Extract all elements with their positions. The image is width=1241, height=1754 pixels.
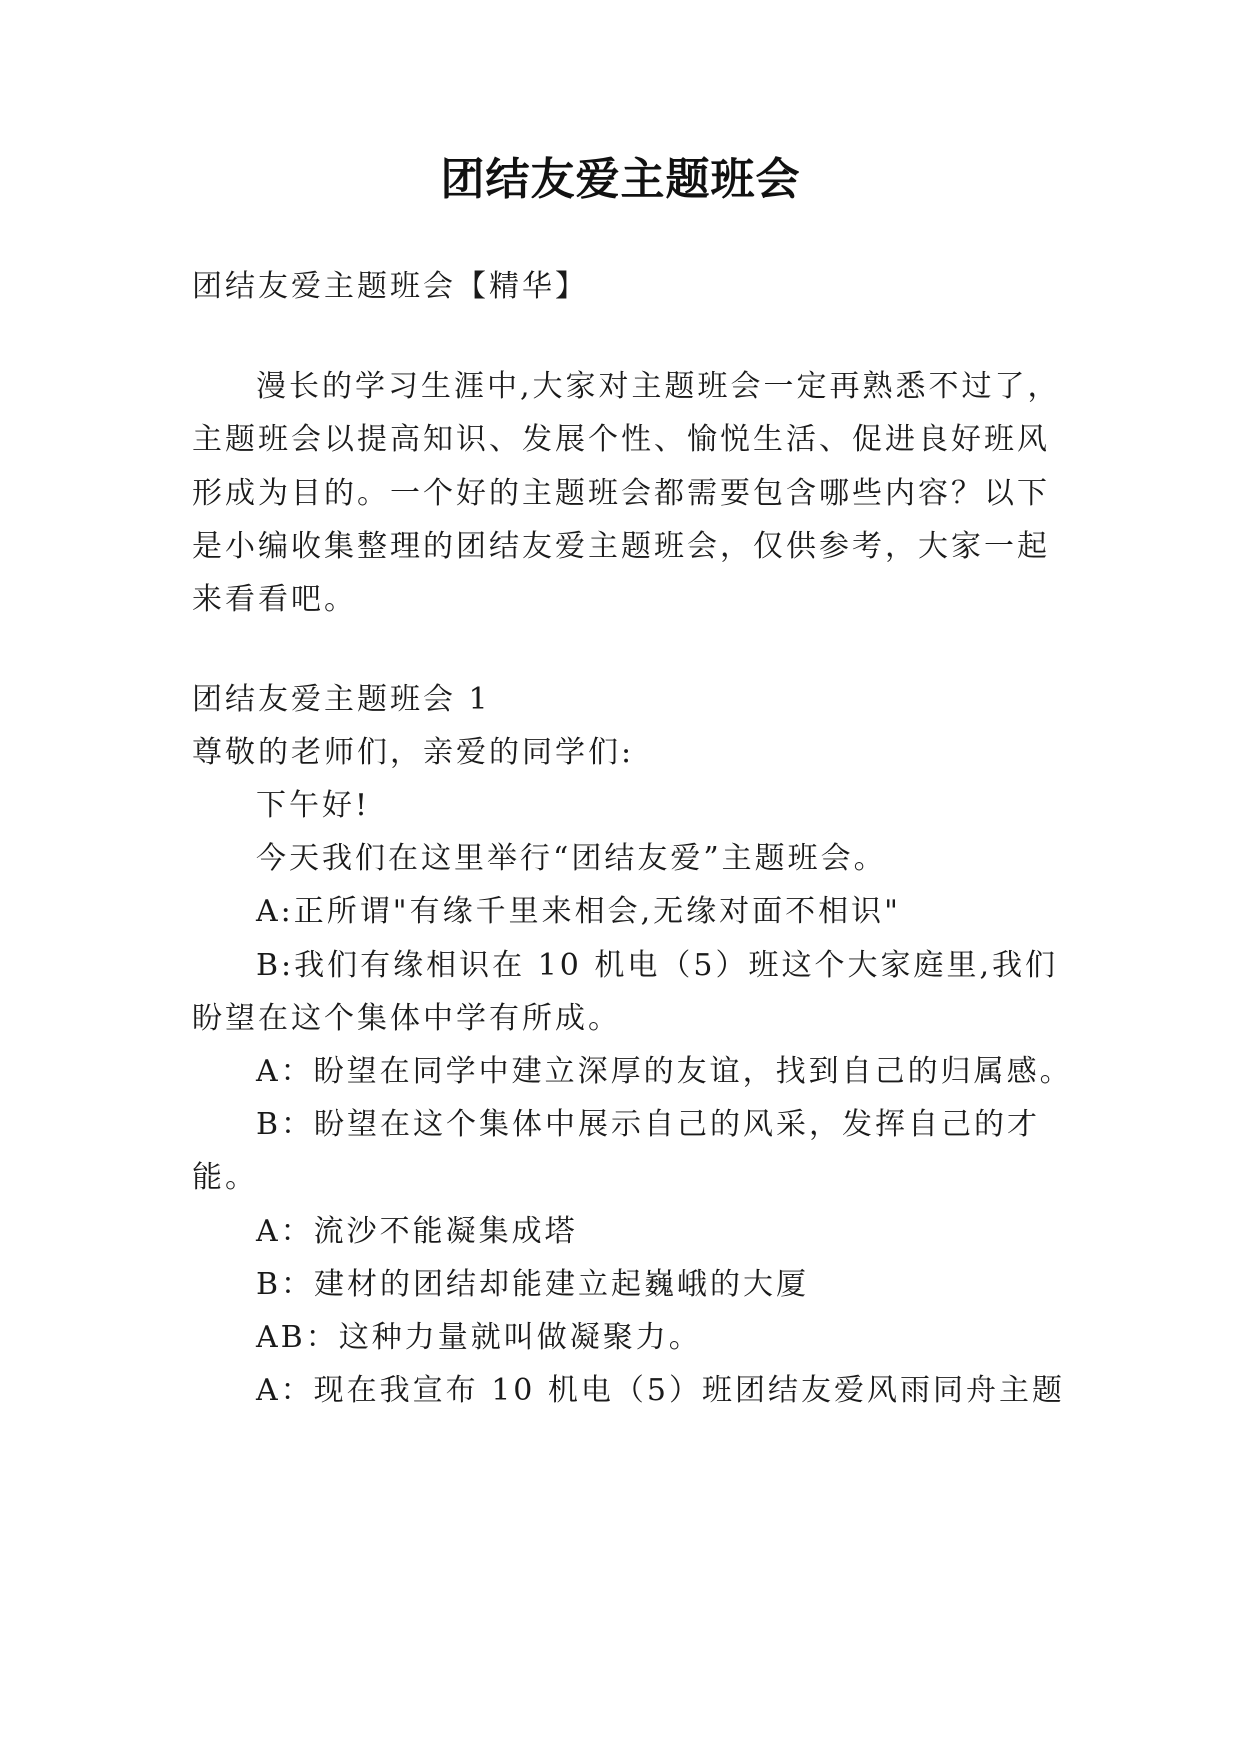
body-line: B：盼望在这个集体中展示自己的风采，发挥自己的才 bbox=[256, 1107, 1041, 1142]
document-title: 团结友爱主题班会 bbox=[440, 154, 801, 205]
body-line: 盼望在这个集体中学有所成。 bbox=[192, 1001, 621, 1036]
body-line: 尊敬的老师们，亲爱的同学们: bbox=[192, 735, 635, 770]
body-line: AB：这种力量就叫做凝聚力。 bbox=[256, 1320, 702, 1355]
body-line: B：建材的团结却能建立起巍峨的大厦 bbox=[256, 1267, 810, 1302]
intro-line: 主题班会以提高知识、发展个性、愉悦生活、促进良好班风 bbox=[192, 422, 1050, 457]
intro-line: 来看看吧。 bbox=[192, 582, 357, 617]
body-line: B:我们有缘相识在 10 机电（5）班这个大家庭里,我们 bbox=[256, 948, 1059, 983]
intro-line: 形成为目的。一个好的主题班会都需要包含哪些内容？以下 bbox=[192, 476, 1050, 511]
body-line: A:正所谓"有缘千里来相会,无缘对面不相识" bbox=[256, 894, 901, 929]
intro-line: 漫长的学习生涯中,大家对主题班会一定再熟悉不过了， bbox=[256, 369, 1061, 404]
body-line: 能。 bbox=[192, 1160, 258, 1195]
body-line: A：盼望在同学中建立深厚的友谊，找到自己的归属感。 bbox=[256, 1054, 1073, 1089]
body-line: A：现在我宣布 10 机电（5）班团结友爱风雨同舟主题 bbox=[256, 1373, 1065, 1408]
document-subtitle: 团结友爱主题班会【精华】 bbox=[192, 269, 588, 304]
body-line: A：流沙不能凝集成塔 bbox=[256, 1214, 578, 1249]
section-heading: 团结友爱主题班会 1 bbox=[192, 682, 491, 717]
body-line: 今天我们在这里举行“团结友爱”主题班会。 bbox=[256, 841, 887, 876]
intro-line: 是小编收集整理的团结友爱主题班会，仅供参考，大家一起 bbox=[192, 529, 1050, 564]
body-line: 下午好! bbox=[256, 788, 371, 823]
